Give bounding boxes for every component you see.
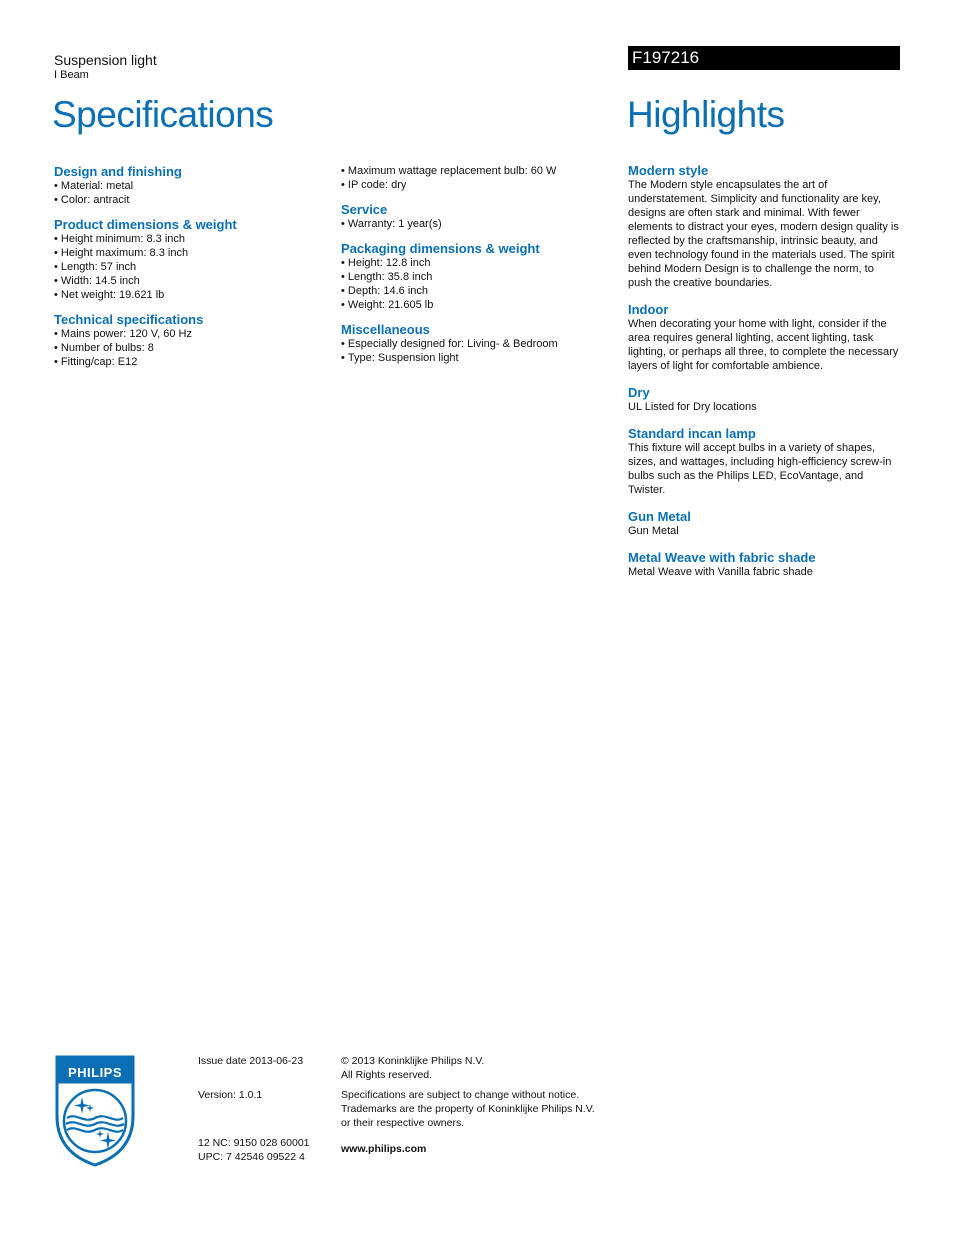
highlight-text: The Modern style encapsulates the art of understatement. Simplicity and functionality are key, designs are often stark and minimal. With fewer elements to distract your eyes, modern design quality is reflected by the craftsmanship, intrinsic beauty, and even technology found in the materials used. The spirit behind Modern Design is to challenge the norm, to push the creative boundaries. (628, 179, 899, 289)
spec-item: • Especially designed for: Living- & Bedroom (341, 337, 611, 351)
spec-section (341, 241, 611, 312)
spec-item: • Width: 14.5 inch (54, 274, 324, 288)
highlight-text: UL Listed for Dry locations (628, 401, 757, 413)
brand-wordmark: PHILIPS (67, 1065, 123, 1080)
spec-section (54, 217, 324, 302)
spec-section-heading: Miscellaneous (341, 322, 430, 337)
disclaimer-line: or their respective owners. (341, 1117, 465, 1129)
spec-item: • Fitting/cap: E12 (54, 355, 324, 369)
version: Version: 1.0.1 (198, 1089, 263, 1101)
copyright: © 2013 Koninklijke Philips N.V. (341, 1055, 485, 1067)
highlight (628, 386, 900, 414)
spec-item: • Height maximum: 8.3 inch (54, 246, 324, 260)
upc: UPC: 7 42546 09522 4 (198, 1151, 305, 1163)
spec-section-heading: Design and finishing (54, 164, 182, 179)
product-code: F197216 (632, 48, 700, 67)
spec-section-heading: Product dimensions & weight (54, 217, 237, 232)
highlight-text: This fixture will accept bulbs in a variety of shapes, sizes, and wattages, including high-efficiency screw-in bulbs such as the Philips LED, EcoVantage, and Twister. (628, 442, 892, 496)
highlight-heading: Modern style (628, 163, 709, 178)
product-name: Suspension light (54, 52, 157, 68)
spec-item: • Length: 35.8 inch (341, 270, 611, 284)
highlight-heading: Metal Weave with fabric shade (628, 550, 816, 565)
spec-section-heading: Technical specifications (54, 312, 204, 327)
highlights-title: Highlights (627, 94, 785, 135)
spec-item: • Warranty: 1 year(s) (341, 217, 611, 231)
spec-item: • Length: 57 inch (54, 260, 324, 274)
highlight-heading: Dry (628, 385, 650, 400)
highlight-text: When decorating your home with light, consider if the area requires general lighting, accent lighting, task lighting, or perhaps all three, to complete the necessary layers of light for comfortable ambience. (628, 318, 899, 372)
spec-section (341, 202, 611, 231)
product-subtitle: I Beam (54, 69, 89, 81)
highlight (628, 303, 900, 373)
spec-item: • Type: Suspension light (341, 351, 611, 365)
website-link[interactable]: www.philips.com (341, 1143, 427, 1155)
spec-section (54, 312, 324, 369)
highlight (628, 164, 900, 290)
footer-legal (341, 1054, 611, 1156)
spec-section (54, 164, 324, 207)
spec-section-heading: Service (341, 202, 388, 217)
specifications-title: Specifications (52, 94, 274, 135)
spec-section-heading: Packaging dimensions & weight (341, 241, 540, 256)
highlight-text: Metal Weave with Vanilla fabric shade (628, 566, 813, 578)
issue-date: Issue date 2013-06-23 (198, 1055, 304, 1067)
spec-item: • Net weight: 19.621 lb (54, 288, 324, 302)
highlight-heading: Indoor (628, 302, 669, 317)
highlight (628, 551, 900, 579)
spec-section (341, 322, 611, 365)
highlight (628, 427, 900, 497)
spec-item: • Height: 12.8 inch (341, 256, 611, 270)
highlight-heading: Standard incan lamp (628, 426, 756, 441)
highlight-text: Gun Metal (628, 525, 679, 537)
spec-item: • Weight: 21.605 lb (341, 298, 611, 312)
disclaimer-line: Trademarks are the property of Koninklijke Philips N.V. (341, 1103, 595, 1115)
highlights-column (628, 164, 900, 592)
spec-section-continued (341, 164, 611, 192)
spec-item: • Number of bulbs: 8 (54, 341, 324, 355)
philips-shield-logo (54, 1054, 136, 1167)
spec-item: • IP code: dry (341, 178, 611, 192)
spec-item: • Material: metal (54, 179, 324, 193)
disclaimer-line: Specifications are subject to change without notice. (341, 1089, 580, 1101)
spec-item: • Maximum wattage replacement bulb: 60 W (341, 164, 611, 178)
spec-item: • Color: antracit (54, 193, 324, 207)
spec-column-2 (341, 164, 611, 375)
spec-column-1 (54, 164, 324, 379)
twelve-nc: 12 NC: 9150 028 60001 (198, 1137, 310, 1149)
spec-item: • Mains power: 120 V, 60 Hz (54, 327, 324, 341)
spec-item: • Depth: 14.6 inch (341, 284, 611, 298)
spec-item: • Height minimum: 8.3 inch (54, 232, 324, 246)
highlight-heading: Gun Metal (628, 509, 691, 524)
footer-meta (198, 1054, 328, 1164)
rights: All Rights reserved. (341, 1069, 433, 1081)
product-code-bar (628, 46, 900, 70)
highlight (628, 510, 900, 538)
